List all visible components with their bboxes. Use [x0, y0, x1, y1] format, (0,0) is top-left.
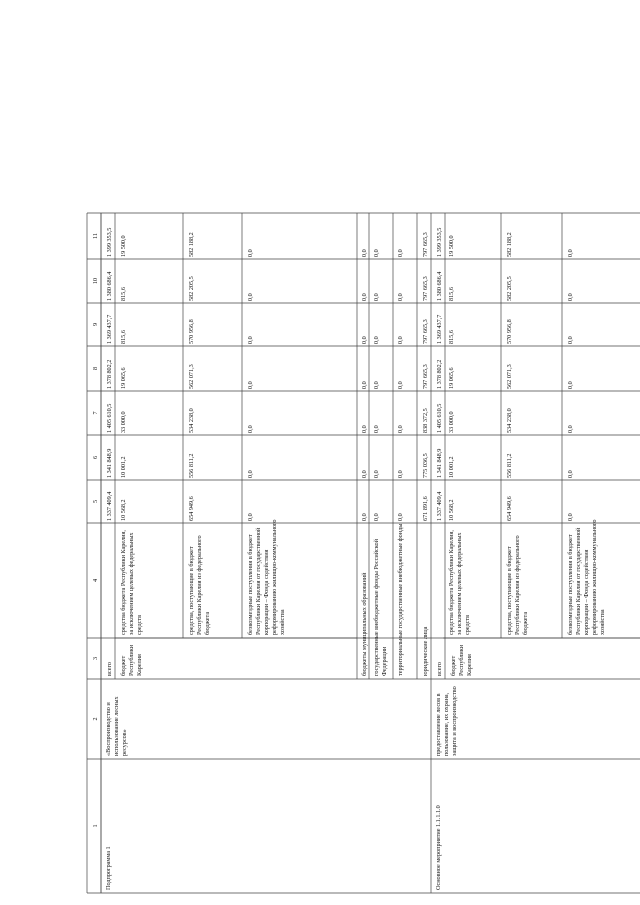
program_1-territorial-value: 0,0: [397, 381, 404, 389]
measure_1110-total-value: 1 337 409,4: [436, 491, 443, 521]
measure_1110-fed-value: 562 071,3: [506, 364, 513, 389]
program_1-state-funds-label: государственные внебюджетные фонды РоссийскойФедерации: [373, 539, 388, 676]
program_1-municipal-value: 0,0: [361, 336, 368, 344]
program_1-fund-value: 0,0: [247, 336, 254, 344]
program_1-budget-exfed-label: средства бюджета Республики Карелия,за исключением целевых федеральныхсредств: [120, 530, 143, 635]
measure_1110-code: Основное мероприятие 1.1.1.1.0: [435, 805, 442, 890]
program_1-territorial-value: 0,0: [397, 425, 404, 433]
program_1-total-value: 1 380 686,4: [106, 271, 113, 301]
program_1-legal-value: 797 665,3: [422, 276, 429, 301]
program_1-fed-value: 556 811,2: [188, 453, 195, 478]
measure_1110-fund-label: безвозмездные поступления в бюджетРеспублики Карелия от государственнойкорпорации – Фонда содействияреформированию жилищно-коммунальногохозяйства: [567, 519, 606, 635]
program_1-territorial-value: 0,0: [397, 336, 404, 344]
program_1-municipal-value: 0,0: [361, 470, 368, 478]
program_1-code: Подпрограмма 1: [105, 846, 112, 890]
program_1-fund-label: безвозмездные поступления в бюджетРеспублики Карелия от государственнойкорпорации – Фонда содействияреформированию жилищно-коммунальногохозяйства: [247, 519, 286, 635]
program_1-fund-value: 0,0: [247, 293, 254, 301]
program_1-legal-value: 797 665,3: [422, 232, 429, 257]
program_1-legal-value: 838 372,5: [422, 408, 429, 433]
program_1-fund-value: 0,0: [247, 513, 254, 521]
measure_1110-budget-rk-value: 815,6: [448, 330, 455, 344]
program_1-fund-value: 0,0: [247, 249, 254, 257]
header-col-number: 11: [92, 233, 99, 239]
program_1-state-funds-value: 0,0: [373, 336, 380, 344]
measure_1110-fund-value: 0,0: [567, 336, 574, 344]
program_1-fed-value: 654 949,6: [188, 496, 195, 521]
program_1-budget-rk-value: 815,6: [120, 330, 127, 344]
header-col-number: 9: [92, 322, 99, 327]
program_1-state-funds-value: 0,0: [373, 425, 380, 433]
program_1-fed-value: 582 188,2: [188, 232, 195, 257]
program_1-legal-value: 797 665,3: [422, 319, 429, 344]
measure_1110-budget-rk-value: 10 568,2: [448, 499, 455, 521]
measure_1110-fed-value: 570 956,8: [506, 319, 513, 344]
header-col-number: 10: [92, 277, 99, 285]
measure_1110-fed-label: средства, поступающие в бюджетРеспублики Карелия из федеральногобюджета: [506, 535, 529, 635]
program_1-budget-rk-label: бюджет: [120, 655, 127, 676]
header-col-number: 5: [92, 499, 99, 504]
measure_1110-fund-value: 0,0: [567, 381, 574, 389]
program_1-budget-rk-value: 10 001,2: [120, 456, 127, 478]
program_1-budget-rk-value: 19 065,6: [120, 367, 127, 389]
measure_1110-fed-value: 556 811,2: [506, 453, 513, 478]
measure_1110-fed-value: 654 949,6: [506, 496, 513, 521]
measure_1110-budget-rk-label: бюджет: [450, 655, 457, 676]
measure_1110-title: предоставление лесов впользование, их охрана,защита и воспроизводство: [435, 686, 458, 756]
header-col-number: 3: [92, 656, 99, 661]
measure_1110-budget-exfed-label: средства бюджета Республики Карелия,за исключением целевых федеральныхсредств: [448, 530, 471, 635]
measure_1110-fund-value: 0,0: [567, 513, 574, 521]
header-col-number: 1: [92, 824, 99, 828]
program_1-title: «Воспроизводство ииспользование лесныхресурсов»: [105, 696, 128, 756]
header-col-number: 2: [92, 717, 99, 721]
measure_1110-fund-value: 0,0: [567, 425, 574, 433]
program_1-municipal-label: бюджеты муниципальных образований: [361, 572, 368, 676]
program_1-municipal-value: 0,0: [361, 249, 368, 257]
program_1-total-value: 1 341 848,9: [106, 448, 113, 478]
header-col-number: 6: [92, 455, 99, 460]
program_1-fed-value: 582 205,5: [188, 276, 195, 301]
program_1-state-funds-value: 0,0: [373, 513, 380, 521]
measure_1110-total-value: 1 378 802,2: [436, 359, 443, 389]
measure_1110-fund-value: 0,0: [567, 470, 574, 478]
measure_1110-fed-value: 582 205,5: [506, 276, 513, 301]
program_1-total-label: всего: [106, 662, 113, 676]
program_1-budget-rk-value: 19 500,0: [120, 235, 127, 257]
measure_1110-fund-value: 0,0: [567, 249, 574, 257]
measure_1110-budget-rk-value: 10 001,2: [448, 456, 455, 478]
funding-table: [87, 213, 640, 893]
program_1-territorial-value: 0,0: [397, 513, 404, 521]
program_1-state-funds-value: 0,0: [373, 293, 380, 301]
header-col-number: 8: [92, 366, 99, 371]
program_1-total-value: 1 378 802,2: [106, 359, 113, 389]
program_1-territorial-value: 0,0: [397, 249, 404, 257]
measure_1110-budget-rk-value: 19 500,0: [448, 235, 455, 257]
measure_1110-fund-value: 0,0: [567, 293, 574, 301]
program_1-fed-value: 534 238,0: [188, 408, 195, 433]
program_1-fed-label: средства, поступающие в бюджетРеспублики Карелия из федеральногобюджета: [188, 535, 211, 635]
program_1-total-value: 1 337 409,4: [106, 491, 113, 521]
program_1-legal-value: 775 036,5: [422, 453, 429, 478]
measure_1110-budget-rk-label-rest: РеспубликиКарелия: [458, 644, 473, 676]
program_1-territorial-label: территориальные государственные внебюджетные фонды: [397, 523, 404, 676]
program_1-state-funds-value: 0,0: [373, 381, 380, 389]
measure_1110-fed-value: 534 238,0: [506, 408, 513, 433]
program_1-total-value: 1 369 437,7: [106, 314, 113, 344]
program_1-budget-rk-value: 815,6: [120, 287, 127, 301]
header-col-number: 7: [92, 411, 99, 415]
program_1-fed-value: 570 956,8: [188, 319, 195, 344]
program_1-budget-rk-value: 10 568,2: [120, 499, 127, 521]
program_1-legal-value: 797 665,3: [422, 364, 429, 389]
program_1-territorial-value: 0,0: [397, 470, 404, 478]
program_1-legal-value: 671 891,6: [422, 496, 429, 521]
program_1-state-funds-value: 0,0: [373, 470, 380, 478]
measure_1110-fed-value: 582 188,2: [506, 232, 513, 257]
measure_1110-budget-rk-value: 19 065,6: [448, 367, 455, 389]
measure_1110-total-value: 1 380 686,4: [436, 271, 443, 301]
program_1-municipal-value: 0,0: [361, 513, 368, 521]
program_1-territorial-value: 0,0: [397, 293, 404, 301]
program_1-municipal-value: 0,0: [361, 381, 368, 389]
measure_1110-budget-rk-value: 815,6: [448, 287, 455, 301]
program_1-municipal-value: 0,0: [361, 425, 368, 433]
measure_1110-total-value: 1 399 353,5: [436, 227, 443, 257]
program_1-municipal-value: 0,0: [361, 293, 368, 301]
header-col-number: 4: [92, 578, 99, 583]
program_1-fund-value: 0,0: [247, 381, 254, 389]
program_1-total-value: 1 405 610,5: [106, 403, 113, 433]
program_1-fund-value: 0,0: [247, 470, 254, 478]
measure_1110-budget-rk-value: 33 000,0: [448, 411, 455, 433]
program_1-budget-rk-value: 33 000,0: [120, 411, 127, 433]
program_1-budget-rk-label-rest: РеспубликиКарелия: [128, 644, 143, 676]
measure_1110-total-value: 1 405 610,5: [436, 403, 443, 433]
program_1-state-funds-value: 0,0: [373, 249, 380, 257]
program_1-total-value: 1 399 353,5: [106, 227, 113, 257]
program_1-legal-label: юридические лица: [422, 626, 429, 676]
program_1-fed-value: 562 071,3: [188, 364, 195, 389]
program_1-fund-value: 0,0: [247, 425, 254, 433]
measure_1110-total-value: 1 341 848,9: [436, 448, 443, 478]
measure_1110-total-label: всего: [436, 662, 443, 676]
measure_1110-total-value: 1 369 437,7: [436, 314, 443, 344]
